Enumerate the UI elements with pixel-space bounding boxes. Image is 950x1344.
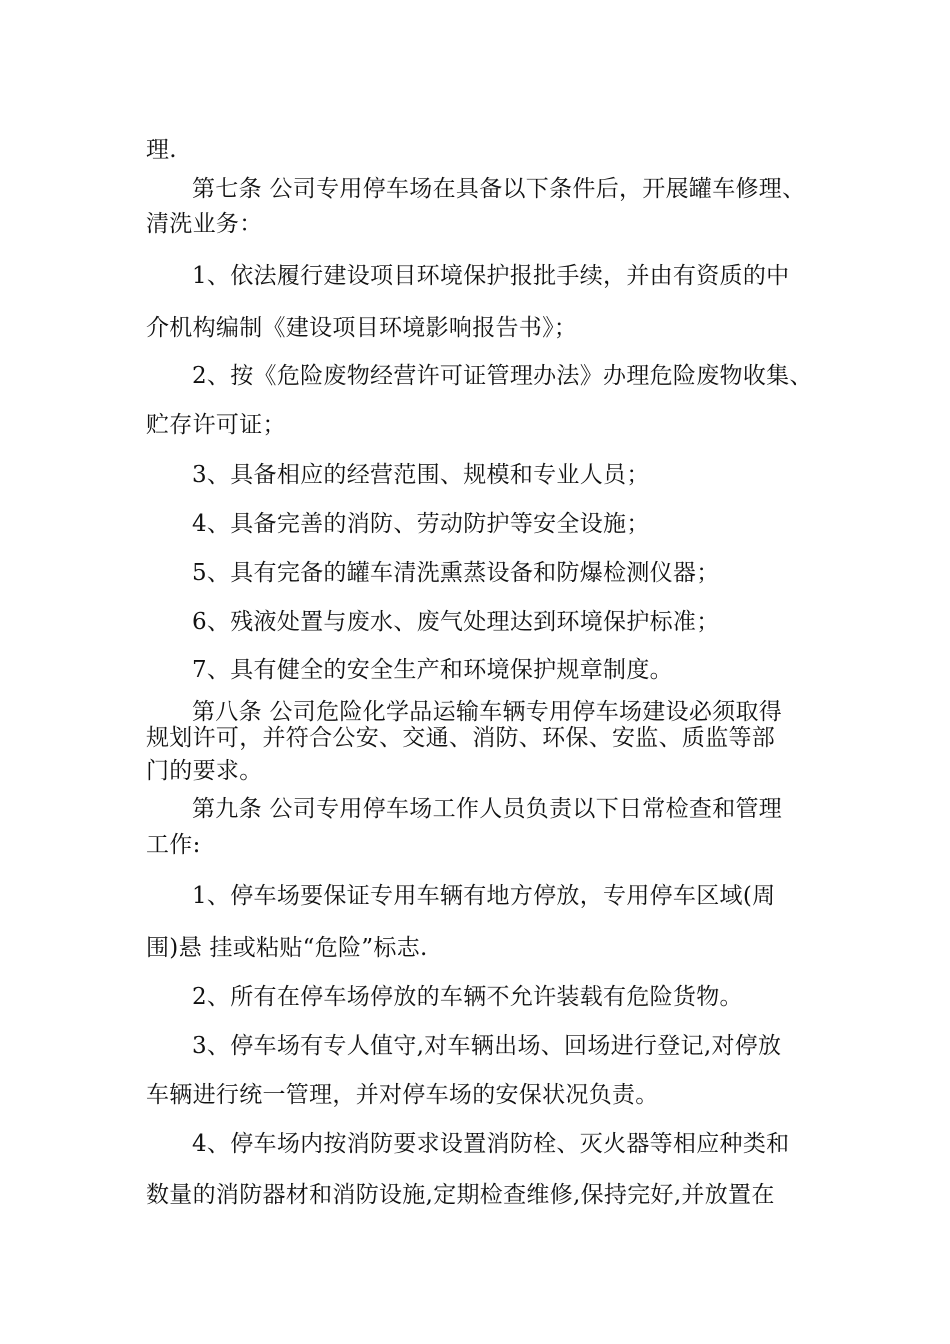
- article-9-item-2: 2、所有在停车场停放的车辆不允许装载有危险货物。: [192, 984, 743, 1010]
- article-7-item-1-continuation: 介机构编制《建设项目环境影响报告书》；: [146, 315, 578, 341]
- article-7-heading: 第七条 公司专用停车场在具备以下条件后，开展罐车修理、: [192, 176, 806, 202]
- article-7-item-1: 1、依法履行建设项目环境保护报批手续，并由有资质的中: [192, 263, 790, 289]
- article-9-continuation: 工作:: [146, 832, 201, 858]
- article-9-item-4: 4、停车场内按消防要求设置消防栓、灭火器等相应种类和: [192, 1131, 790, 1157]
- article-9-item-4-continuation: 数量的消防器材和消防设施,定期检查维修,保持完好,并放置在: [146, 1182, 775, 1208]
- article-7-item-5: 5、具有完备的罐车清洗熏蒸设备和防爆检测仪器；: [192, 560, 720, 586]
- article-7-item-3: 3、具备相应的经营范围、规模和专业人员；: [192, 462, 650, 488]
- article-7-item-6: 6、残液处置与废水、废气处理达到环境保护标准；: [192, 609, 720, 635]
- article-9-item-1-continuation: 围)悬 挂或粘贴“危险”标志.: [146, 935, 428, 961]
- article-9-item-1: 1、停车场要保证专用车辆有地方停放，专用停车区域(周: [192, 883, 776, 909]
- article-9-item-3-continuation: 车辆进行统一管理，并对停车场的安保状况负责。: [146, 1082, 659, 1108]
- text-line-li: 理.: [146, 137, 177, 163]
- article-8-continuation-2: 门的要求。: [146, 758, 263, 784]
- article-7-continuation: 清洗业务：: [146, 211, 263, 237]
- article-9-heading: 第九条 公司专用停车场工作人员负责以下日常检查和管理: [192, 796, 783, 822]
- article-7-item-2-continuation: 贮存许可证；: [146, 412, 286, 438]
- article-8-continuation-1: 规划许可，并符合公安、交通、消防、环保、安监、质监等部: [146, 725, 776, 751]
- article-9-item-3: 3、停车场有专人值守,对车辆出场、回场进行登记,对停放: [192, 1033, 782, 1059]
- article-7-item-7: 7、具有健全的安全生产和环境保护规章制度。: [192, 657, 673, 683]
- article-7-item-4: 4、具备完善的消防、劳动防护等安全设施；: [192, 511, 650, 537]
- article-8-heading: 第八条 公司危险化学品运输车辆专用停车场建设必须取得: [192, 699, 783, 725]
- article-7-item-2: 2、按《危险废物经营许可证管理办法》办理危险废物收集、: [192, 363, 813, 389]
